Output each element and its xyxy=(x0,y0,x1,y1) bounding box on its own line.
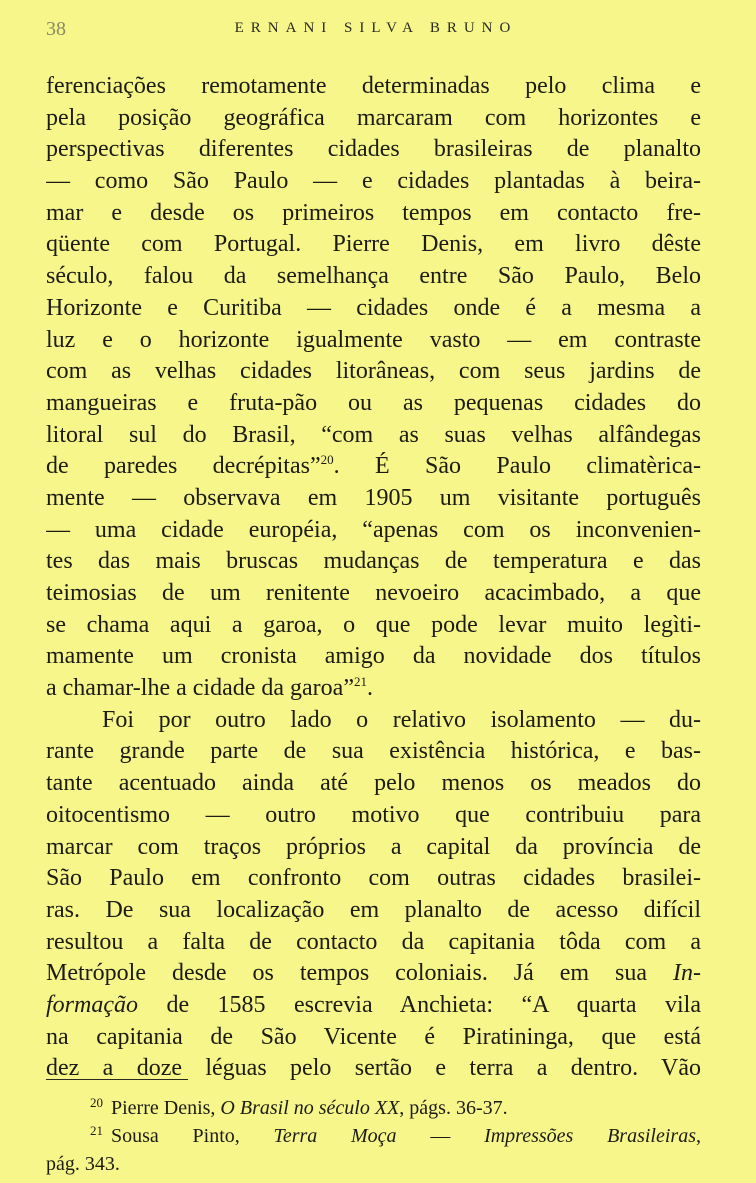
text-line: rante grande parte de sua existência histórica, e bas- xyxy=(46,738,701,765)
footnote-text: Pierre Denis, xyxy=(111,1097,221,1119)
line-text: de 1585 escrevia Anchieta: “A quarta vila xyxy=(138,991,701,1018)
text-line: qüente com Portugal. Pierre Denis, em livro dêste xyxy=(46,231,701,258)
text-line: — uma cidade européia, “apenas com os inconvenien- xyxy=(46,516,701,543)
text-line: se chama aqui a garoa, o que pode levar muito legìti- xyxy=(46,611,701,638)
text-line xyxy=(46,958,701,990)
text-line xyxy=(46,451,701,483)
footnotes xyxy=(46,1094,701,1178)
footnote-text: , págs. 36-37. xyxy=(399,1097,508,1119)
text-line: dez a doze léguas pelo sertão e terra a dentro. Vão xyxy=(46,1055,701,1082)
text-line: na capitania de São Vicente é Piratininga, que está xyxy=(46,1023,701,1050)
text-line: São Paulo em confronto com outras cidades brasilei- xyxy=(46,865,701,892)
line-text: a chamar-lhe a cidade da garoa” xyxy=(46,675,354,702)
page-number: 38 xyxy=(46,18,66,40)
text-line: com as velhas cidades litorâneas, com seus jardins de xyxy=(46,358,701,385)
text-line: resultou a falta de contacto da capitania tôda com a xyxy=(46,928,701,955)
footnote-title: O Brasil no século XX xyxy=(220,1097,400,1119)
text-line xyxy=(46,990,701,1022)
text-line: mangueiras e fruta-pão ou as pequenas cidades do xyxy=(46,389,701,416)
text-line: pela posição geográfica marcaram com horizontes e xyxy=(46,104,701,131)
footnote-ref-21: 21 xyxy=(353,674,367,690)
text-line: mente — observava em 1905 um visitante português xyxy=(46,484,701,511)
text-line: ras. De sua localização em planalto de acesso difícil xyxy=(46,896,701,923)
text-line: luz e o horizonte igualmente vasto — em contraste xyxy=(46,326,701,353)
footnote-text: — xyxy=(396,1125,485,1147)
text-line: litoral sul do Brasil, “com as suas velhas alfândegas xyxy=(46,421,701,448)
text-line: mamente um cronista amigo da novidade dos títulos xyxy=(46,643,701,670)
line-text: . xyxy=(366,675,373,702)
text-line: Foi por outro lado o relativo isolamento — du- xyxy=(102,706,701,733)
text-line: teimosias de um renitente nevoeiro acacimbado, a que xyxy=(46,580,701,606)
footnote-title: Impressões Brasileiras xyxy=(484,1125,696,1147)
text-line: marcar com traços próprios a capital da província de xyxy=(46,833,701,860)
footnote-divider xyxy=(46,1079,188,1080)
italic-title: In- xyxy=(673,960,701,987)
footnote-number: 20 xyxy=(90,1095,103,1110)
line-text: . É São Paulo climatèrica- xyxy=(333,453,701,480)
text-line: tante acentuado ainda até pelo menos os meados do xyxy=(46,770,701,797)
text-line: ferenciações remotamente determinadas pelo clima e xyxy=(46,73,701,99)
footnote-20 xyxy=(46,1094,701,1122)
text-line xyxy=(46,673,701,705)
body-text xyxy=(46,71,701,1085)
text-line: mar e desde os primeiros tempos em contacto fre- xyxy=(46,199,701,226)
footnote-ref-20: 20 xyxy=(320,452,334,468)
text-line: Horizonte e Curitiba — cidades onde é a mesma a xyxy=(46,294,701,321)
footnote-text: Sousa Pinto, xyxy=(111,1125,274,1147)
text-line: tes das mais bruscas mudanças de temperatura e das xyxy=(46,548,701,575)
line-text: de paredes decrépitas” xyxy=(46,453,321,480)
line-text: Metrópole desde os tempos coloniais. Já em sua xyxy=(46,960,674,987)
text-line: perspectivas diferentes cidades brasileiras de planalto xyxy=(46,136,701,163)
footnote-21-continued: pág. 343. xyxy=(46,1153,120,1175)
footnote-number: 21 xyxy=(90,1123,103,1138)
text-line: oitocentismo — outro motivo que contribuiu para xyxy=(46,801,701,828)
italic-title: formação xyxy=(46,991,138,1018)
footnote-21 xyxy=(46,1122,701,1150)
text-line: século, falou da semelhança entre São Paulo, Belo xyxy=(46,263,701,290)
footnote-title: Terra Moça xyxy=(273,1125,397,1147)
text-line: — como São Paulo — e cidades plantadas à beira- xyxy=(46,168,701,195)
footnote-text: , xyxy=(695,1125,701,1147)
page-header xyxy=(46,18,706,44)
running-head: ERNANI SILVA BRUNO xyxy=(234,20,518,36)
